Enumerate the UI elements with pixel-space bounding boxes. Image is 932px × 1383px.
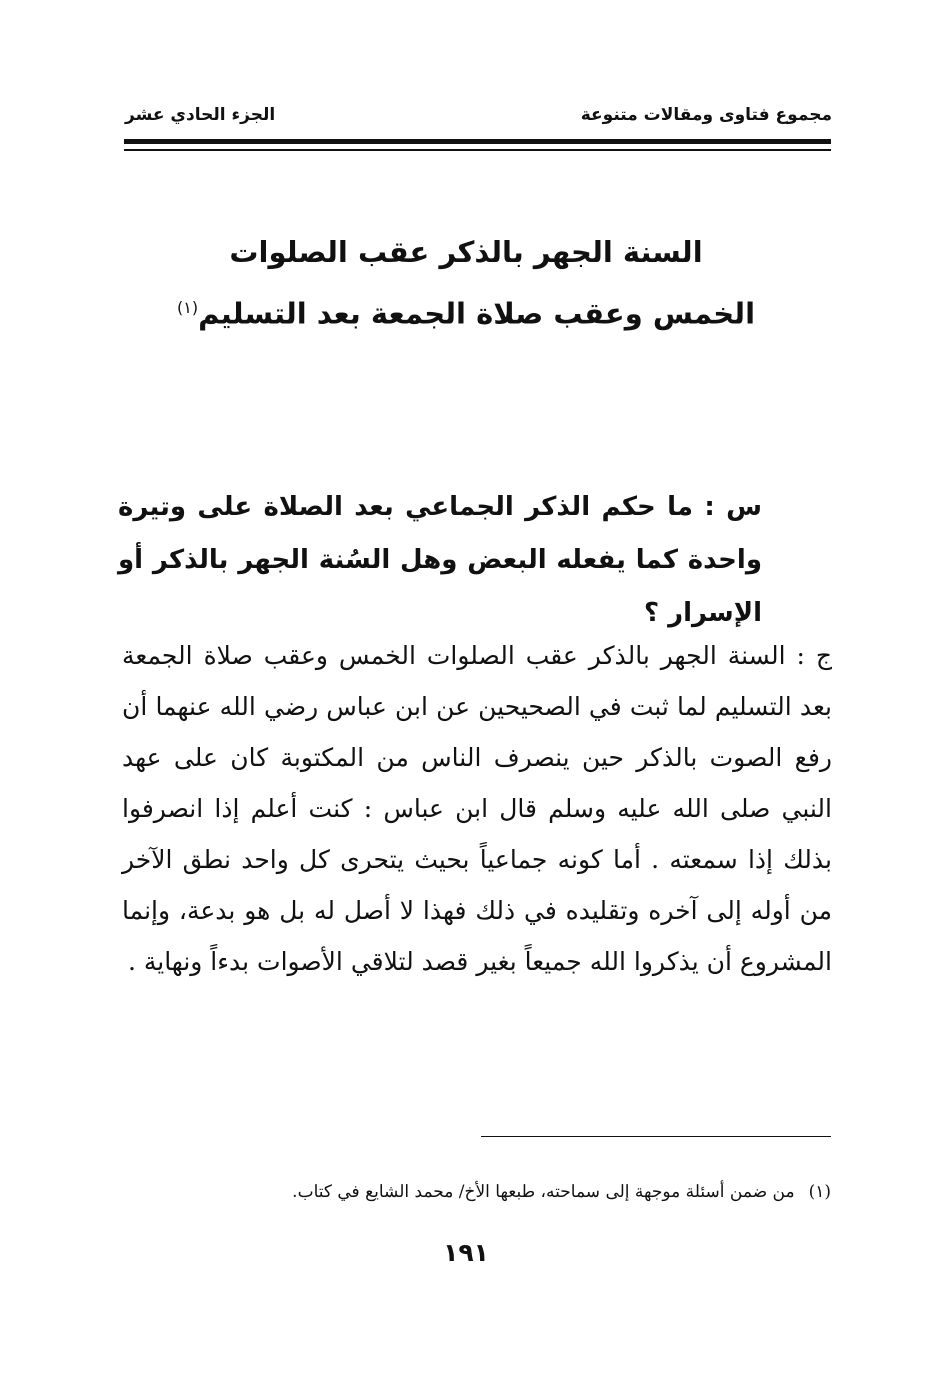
title-line-2: [120, 280, 812, 342]
footnote-number: (١): [808, 1182, 831, 1202]
header-divider-thin: [124, 149, 831, 151]
page-number: ١٩١: [443, 1238, 489, 1267]
title-line-1: السنة الجهر بالذكر عقب الصلوات: [229, 235, 703, 269]
footnote-divider: [481, 1136, 831, 1137]
question-paragraph: س : ما حكم الذكر الجماعي بعد الصلاة على وتيرة واحدة كما يفعله البعض وهل السُنة الجهر بالذكر أو الإسرار ؟: [118, 492, 762, 628]
volume-label: الجزء الحادي عشر: [125, 105, 276, 125]
header-divider-thick: [124, 139, 831, 144]
title-footnote-marker[interactable]: (١): [176, 298, 199, 317]
article-title: [120, 225, 812, 342]
title-line-2-text: الخمس وعقب صلاة الجمعة بعد التسليم: [198, 296, 756, 331]
footnote-text: من ضمن أسئلة موجهة إلى سماحته، طبعها الأخ/ محمد الشايع في كتاب.: [292, 1182, 795, 1202]
book-title: مجموع فتاوى ومقالات متنوعة: [580, 105, 832, 125]
answer-paragraph: ج : السنة الجهر بالذكر عقب الصلوات الخمس وعقب صلاة الجمعة بعد التسليم لما ثبت في الصحيحين عن ابن عباس رضي الله عنهما أن رفع الصوت بالذكر حين ينصرف الناس من المكتوبة كان على عهد النبي صلى الله عليه وسلم قال ابن عباس : كنت أعلم إذا انصرفوا بذلك إذا سمعته . أما كونه جماعياً بحيث يتحرى كل واحد نطق الآخر من أوله إلى آخره وتقليده في ذلك فهذا لا أصل له بل هو بدعة، وإنما المشروع أن يذكروا الله جميعاً بغير قصد لتلاقي الأصوات بدءاً ونهاية .: [122, 641, 832, 976]
running-header: [125, 95, 832, 135]
footnote: [120, 1178, 831, 1206]
